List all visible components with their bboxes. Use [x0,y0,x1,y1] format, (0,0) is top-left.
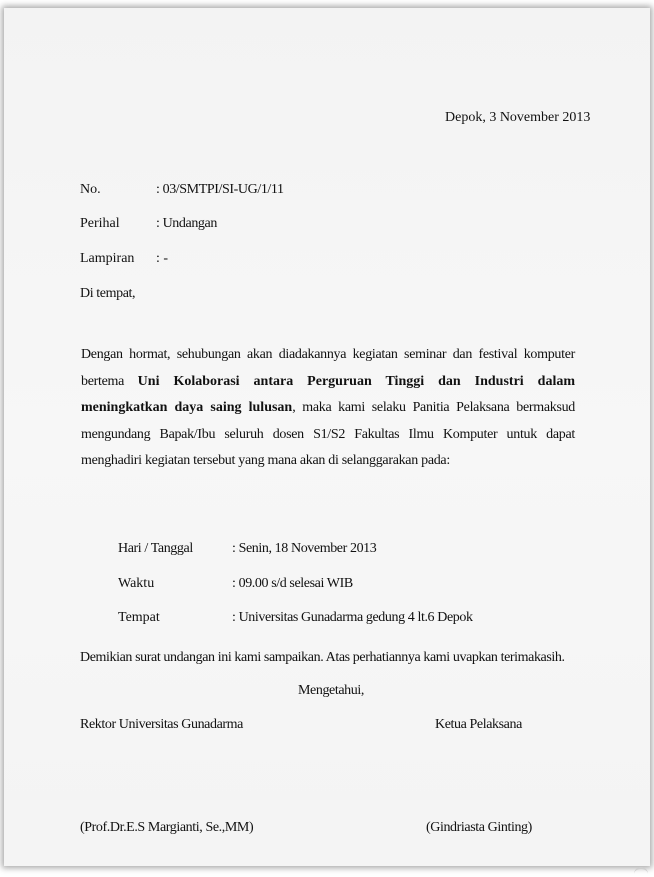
number-value: : 03/SMTPI/SI-UG/1/11 [156,182,284,197]
subject-label: Perihal [80,216,120,231]
closing-sentence: Demikian surat undangan ini kami sampaikan. Atas perhatiannya kami uvapkan terimakasih. [80,650,565,665]
letter-paper [4,8,650,866]
event-time-label: Waktu [118,576,155,591]
event-time-value: : 09.00 s/d selesai WIB [232,576,353,591]
attachment-value: : - [156,251,169,266]
event-date-value: : Senin, 18 November 2013 [232,541,377,556]
right-signatory-title: Ketua Pelaksana [435,717,522,732]
place-date: Depok, 3 November 2013 [445,110,591,125]
subject-value: : Undangan [156,216,217,231]
event-date-label: Hari / Tanggal [118,541,193,556]
left-signatory-name: (Prof.Dr.E.S Margianti, Se.,MM) [80,820,254,835]
acknowledged-label: Mengetahui, [298,683,364,698]
event-place-value: : Universitas Gunadarma gedung 4 lt.6 Depok [232,610,473,625]
body-rest: , maka kami selaku Panitia Pelaksana bermaksud mengundang Bapak/Ibu seluruh dosen S1/S2 Fakultas Ilmu Komputer untuk dapat menghadiri kegiatan tersebut yang mana akan di selanggarakan pada: [81,400,575,468]
body-theme: Uni Kolaborasi antara Perguruan Tinggi dan Industri dalam meningkatkan daya saing lulusan [81,373,575,415]
right-signatory-name: (Gindriasta Ginting) [426,820,532,835]
attachment-label: Lampiran [80,251,135,266]
recipient-line: Di tempat, [80,286,136,301]
corner-decoration [634,867,648,875]
number-label: No. [80,182,101,197]
body-intro: Dengan hormat, sehubungan akan diadakannya kegiatan seminar dan festival komputer bertema [81,347,575,389]
letter-body [81,342,575,475]
event-place-label: Tempat [118,610,160,625]
left-signatory-title: Rektor Universitas Gunadarma [80,717,243,732]
